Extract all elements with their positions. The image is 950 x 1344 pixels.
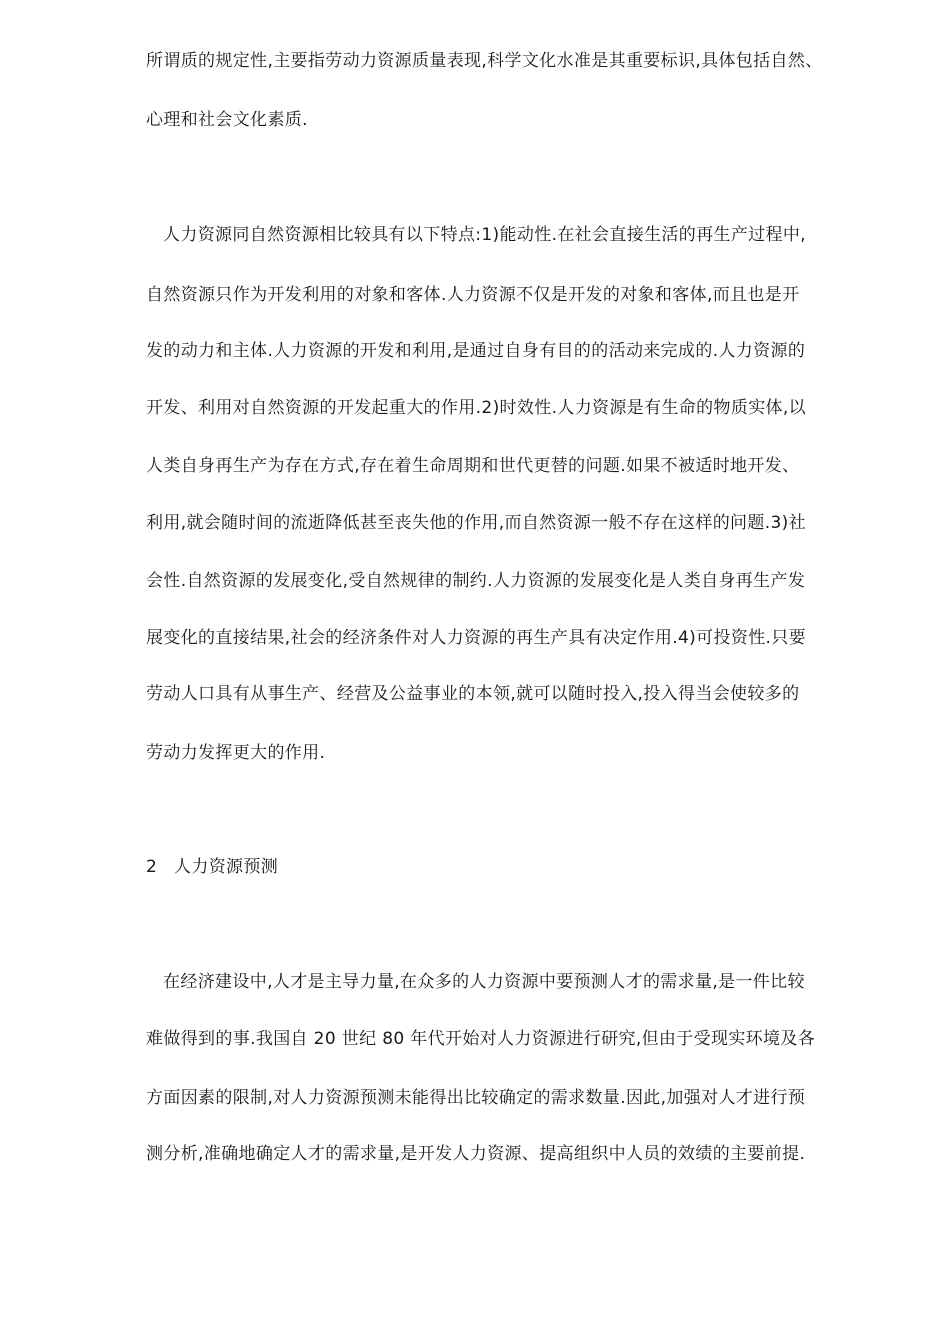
section-number: 2 [146, 857, 158, 877]
paragraph-line: 利用,就会随时间的流逝降低甚至丧失他的作用,而自然资源一般不存在这样的问题.3)社 [146, 513, 807, 533]
paragraph-line: 方面因素的限制,对人力资源预测未能得出比较确定的需求数量.因此,加强对人才进行预 [146, 1088, 806, 1108]
paragraph-line: 开发、利用对自然资源的开发起重大的作用.2)时效性.人力资源是有生命的物质实体,以 [146, 398, 807, 418]
paragraph-line: 所谓质的规定性,主要指劳动力资源质量表现,科学文化水准是其重要标识,具体包括自然、 [146, 51, 823, 71]
paragraph-line: 会性.自然资源的发展变化,受自然规律的制约.人力资源的发展变化是人类自身再生产发 [146, 571, 806, 591]
paragraph-line: 展变化的直接结果,社会的经济条件对人力资源的再生产具有决定作用.4)可投资性.只要 [146, 628, 807, 648]
paragraph-line: 人力资源同自然资源相比较具有以下特点:1)能动性.在社会直接生活的再生产过程中, [163, 225, 806, 245]
paragraph-line: 劳动人口具有从事生产、经营及公益事业的本领,就可以随时投入,投入得当会使较多的 [146, 684, 800, 704]
section-heading [146, 856, 278, 878]
paragraph-line: 自然资源只作为开发利用的对象和客体.人力资源不仅是开发的对象和客体,而且也是开 [146, 285, 800, 305]
paragraph-line: 人类自身再生产为存在方式,存在着生命周期和世代更替的问题.如果不被适时地开发、 [146, 456, 800, 476]
paragraph-line: 在经济建设中,人才是主导力量,在众多的人力资源中要预测人才的需求量,是一件比较 [163, 972, 805, 992]
paragraph-line: 劳动力发挥更大的作用. [146, 743, 326, 763]
paragraph-line: 发的动力和主体.人力资源的开发和利用,是通过自身有目的的活动来完成的.人力资源的 [146, 341, 806, 361]
paragraph-line: 心理和社会文化素质. [146, 110, 308, 130]
paragraph-line: 难做得到的事.我国自 20 世纪 80 年代开始对人力资源进行研究,但由于受现实环境及各 [146, 1029, 816, 1049]
section-title: 人力资源预测 [174, 857, 279, 877]
paragraph-line: 测分析,准确地确定人才的需求量,是开发人力资源、提高组织中人员的效绩的主要前提. [146, 1144, 806, 1164]
